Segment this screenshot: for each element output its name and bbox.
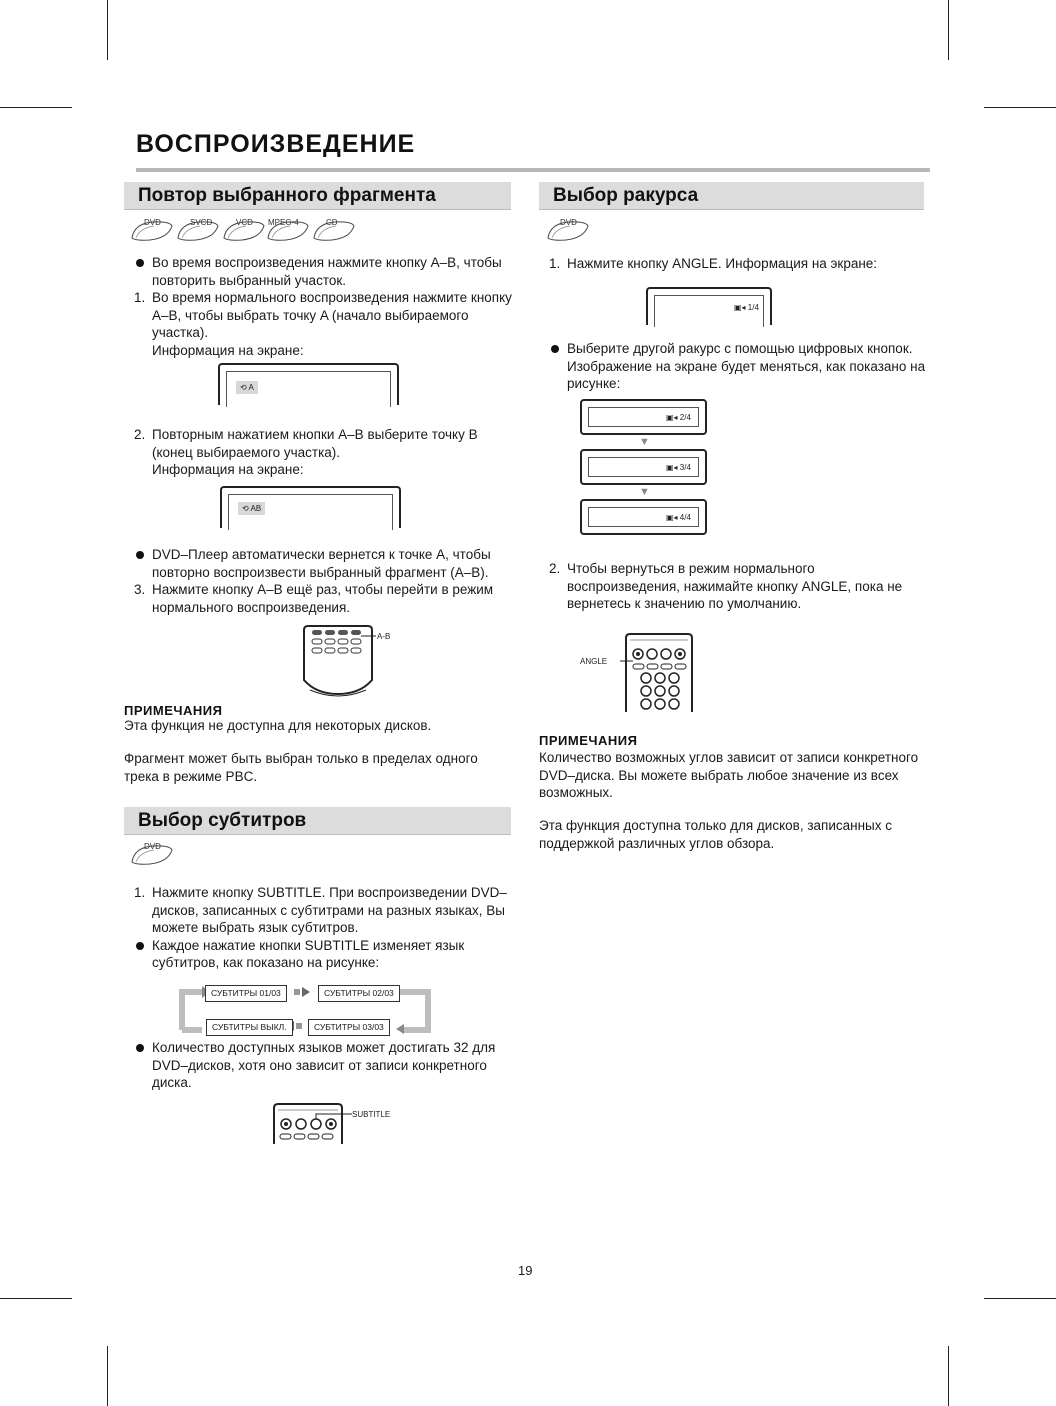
bullet-icon: [136, 259, 144, 267]
bullet-icon: [551, 345, 559, 353]
item-text: Повторным нажатием кнопки A–B выберите точку B (конец выбираемого участка).: [152, 427, 478, 460]
remote-angle-illustration: [620, 632, 698, 712]
crop-mark: [984, 1298, 1056, 1299]
item-text: Выберите другой ракурс с помощью цифровых кнопок. Изображение на экране будет меняться, как показано на рисунке:: [567, 341, 926, 391]
item-text: Чтобы вернуться в режим нормального воспроизведения, нажимайте кнопку ANGLE, пока не вернетесь к значению по умолчанию.: [567, 561, 903, 611]
step-item: [124, 884, 516, 937]
bullet-icon: [136, 551, 144, 559]
angle-note-1: Количество возможных углов зависит от записи конкретного DVD–диска. Вы можете выбрать любое значение из всех возможных.: [539, 750, 919, 800]
disc-badge-vcd: [222, 218, 268, 240]
disc-badge-dvd: [130, 842, 176, 864]
repeat-note-1: Эта функция не доступна для некоторых дисков.: [124, 718, 432, 733]
angle-screen-4: [580, 499, 707, 535]
item-text: Информация на экране:: [152, 462, 304, 477]
angle-steps-1: [539, 255, 929, 273]
step-item: [539, 255, 929, 273]
item-text: Нажмите кнопку A–B ещё раз, чтобы перейти в режим нормального воспроизведения.: [152, 582, 494, 615]
disc-badge-mpeg4: [266, 218, 312, 240]
disc-badge-dvd: [546, 218, 592, 240]
crop-mark: [984, 107, 1056, 108]
step-number: 2.: [549, 561, 561, 576]
step-number: 1.: [134, 290, 146, 305]
item-text: Во время нормального воспроизведения нажмите кнопку A–B, чтобы выбрать точку A (начало выбираемого участка).: [152, 290, 512, 340]
angle-osd: ▣◂ 3/4: [666, 463, 691, 472]
bullet-item: [124, 937, 516, 972]
crop-mark: [107, 0, 108, 60]
item-text: Нажмите кнопку SUBTITLE. При воспроизведении DVD–дисков, записанных с субтитрами на разных языках, Вы можете выбрать язык субтитров.: [152, 885, 507, 935]
repeat-steps-2: [124, 426, 516, 479]
osd-text: A: [248, 383, 254, 392]
page-number: 19: [518, 1263, 533, 1278]
bullet-icon: [136, 1044, 144, 1052]
item-text: DVD–Плеер автоматически вернется к точке A, чтобы повторно воспроизвести выбранный фрагмент (A–B).: [152, 547, 491, 580]
remote-subtitle-label: SUBTITLE: [352, 1110, 391, 1119]
title-rule: [136, 168, 930, 172]
bullet-item: [124, 546, 516, 581]
crop-mark: [0, 1298, 72, 1299]
badge-label: CD: [326, 218, 338, 227]
step-item: [539, 560, 929, 613]
step-number: 1.: [134, 885, 146, 900]
osd-text: 3/4: [679, 463, 691, 472]
angle-section-heading: Выбор ракурса: [539, 182, 924, 210]
angle-steps-2: [539, 340, 929, 393]
osd-text: 1/4: [747, 303, 759, 312]
disc-badge-dvd: [130, 218, 176, 240]
badge-label: DVD: [144, 218, 161, 227]
crop-mark: [948, 0, 949, 60]
bullet-item: [539, 340, 929, 393]
remote-subtitle-illustration: [272, 1102, 352, 1144]
subtitles-section-heading: Выбор субтитров: [124, 807, 511, 835]
crop-mark: [0, 107, 72, 108]
osd-repeat-a: ⟲ A: [236, 381, 258, 394]
osd-text: 2/4: [679, 413, 691, 422]
badge-label: SVCD: [190, 218, 213, 227]
step-number: 3.: [134, 582, 146, 597]
step-number: 2.: [134, 427, 146, 442]
repeat-steps-1: [124, 254, 516, 359]
osd-screen-a: [218, 363, 399, 405]
crop-mark: [107, 1346, 108, 1406]
badge-label: MPEG-4: [268, 218, 299, 227]
bullet-item: [124, 254, 516, 289]
repeat-section-heading: Повтор выбранного фрагмента: [124, 182, 511, 210]
repeat-note-2: Фрагмент может быть выбран только в пределах одного трека в режиме PBC.: [124, 751, 478, 784]
item-text: Во время воспроизведения нажмите кнопку A–B, чтобы повторить выбранный участок.: [152, 255, 502, 288]
item-text: Каждое нажатие кнопки SUBTITLE изменяет язык субтитров, как показано на рисунке:: [152, 937, 465, 970]
bullet-item: [124, 1039, 516, 1092]
angle-osd: ▣◂ 2/4: [666, 413, 691, 422]
repeat-notes-heading: ПРИМЕЧАНИЯ: [124, 703, 223, 718]
down-arrow-icon: ▼: [639, 486, 650, 498]
remote-angle-label: ANGLE: [580, 657, 608, 666]
subtitle-box-off: СУБТИТРЫ ВЫКЛ.: [206, 1019, 293, 1036]
item-text: Количество доступных языков может достигать 32 для DVD–дисков, хотя оно зависит от записи конкретного диска.: [152, 1040, 496, 1090]
osd-text: 4/4: [679, 513, 691, 522]
bullet-icon: [136, 942, 144, 950]
subtitle-box-01: СУБТИТРЫ 01/03: [205, 985, 287, 1002]
subtitle-box-02: СУБТИТРЫ 02/03: [318, 985, 400, 1002]
step-item: [124, 581, 516, 616]
angle-screen-1: [646, 287, 772, 325]
down-arrow-icon: ▼: [639, 436, 650, 448]
crop-mark: [948, 1346, 949, 1406]
badge-label: VCD: [236, 218, 253, 227]
angle-screen-2: [580, 399, 707, 435]
subtitle-box-03: СУБТИТРЫ 03/03: [308, 1019, 390, 1036]
item-text: Нажмите кнопку ANGLE. Информация на экране:: [567, 256, 878, 271]
item-text: Информация на экране:: [152, 342, 304, 358]
repeat-steps-3: [124, 546, 516, 616]
subtitles-steps-1: [124, 884, 516, 972]
disc-badge-svcd: [176, 218, 222, 240]
osd-repeat-ab: ⟲ AB: [238, 502, 265, 515]
angle-screen-3: [580, 449, 707, 485]
osd-text: AB: [250, 504, 262, 513]
step-item: [124, 426, 516, 479]
angle-osd: ▣◂ 4/4: [666, 513, 691, 522]
disc-badge-cd: [312, 218, 358, 240]
angle-steps-3: [539, 560, 929, 613]
badge-label: DVD: [144, 842, 161, 851]
step-item: [124, 289, 516, 359]
subtitles-steps-2: [124, 1039, 516, 1092]
badge-label: DVD: [560, 218, 577, 227]
remote-ab-label: A-B: [377, 632, 391, 641]
angle-notes-heading: ПРИМЕЧАНИЯ: [539, 733, 638, 748]
page-title: ВОСПРОИЗВЕДЕНИЕ: [136, 130, 416, 158]
step-number: 1.: [549, 256, 561, 271]
angle-note-2: Эта функция доступна только для дисков, записанных с поддержкой различных углов обзора.: [539, 818, 893, 851]
angle-osd: ▣◂ 1/4: [734, 303, 759, 312]
osd-screen-ab: [220, 486, 401, 528]
